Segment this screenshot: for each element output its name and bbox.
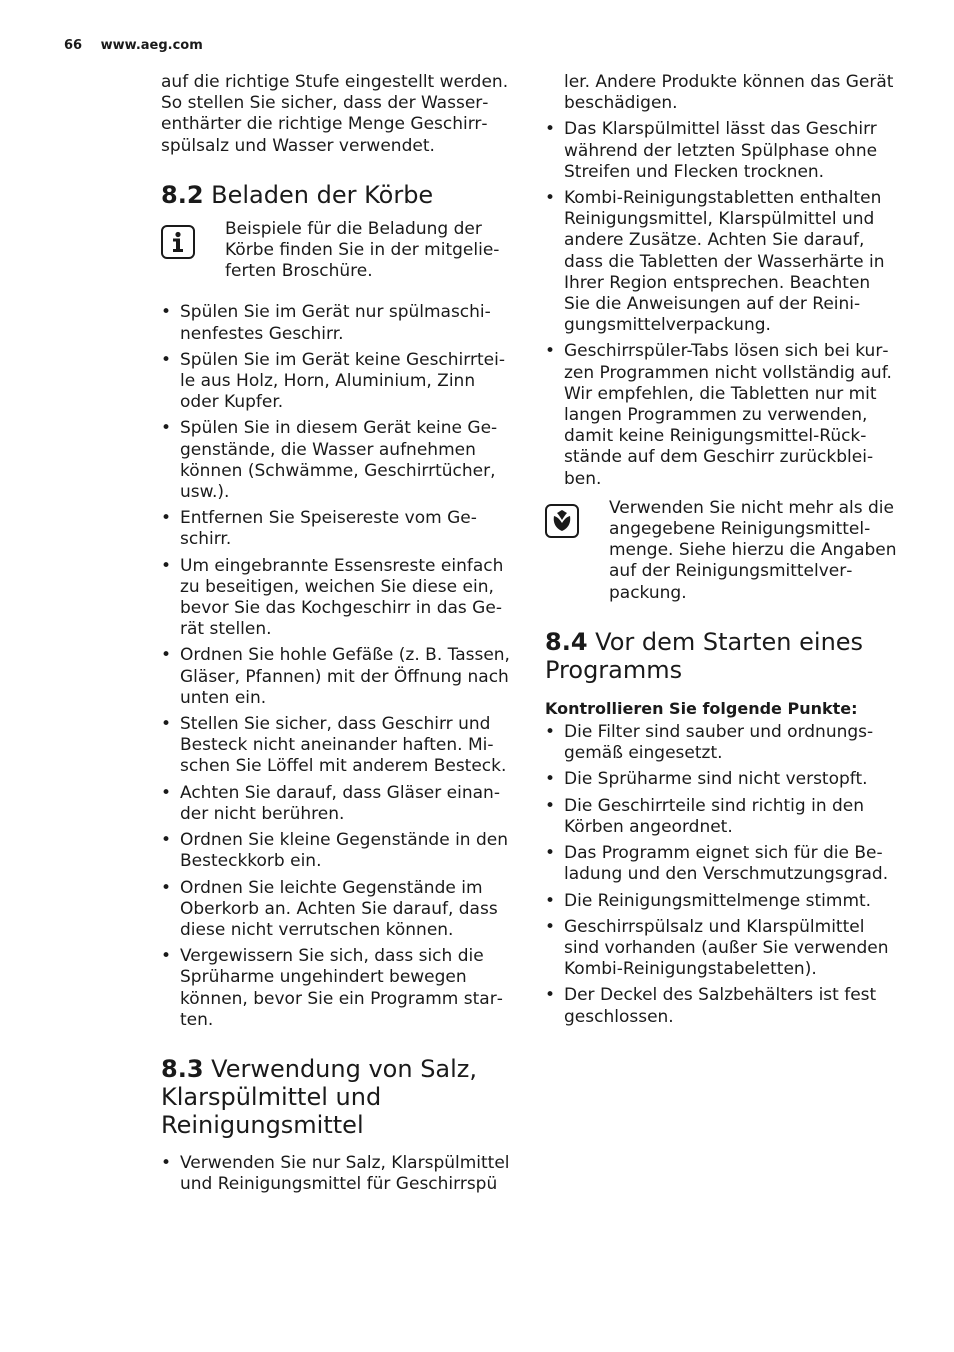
list-item: • Das Klarspülmittel lässt das Geschirr während der letzten Spülphase ohne Streifen und Flecken trocknen. <box>545 119 897 183</box>
section-8-2-heading <box>161 181 511 209</box>
continued-text: ler. Andere Produkte können das Gerät beschädigen. <box>564 72 894 114</box>
list-item: • Vergewissern Sie sich, dass sich die Sprüharme ungehindert bewegen können, bevor Sie ein Programm starten. <box>161 946 511 1031</box>
list-item: • Das Programm eignet sich für die Beladung und den Verschmutzungsgrad. <box>545 843 897 885</box>
eco-leaf-icon <box>545 504 579 538</box>
list-item: • Der Deckel des Salzbehälters ist fest geschlossen. <box>545 985 897 1027</box>
list-item: • Die Reinigungsmittelmenge stimmt. <box>545 891 897 912</box>
page-number: 66 <box>64 38 83 53</box>
loading-list <box>161 302 511 1031</box>
list-item: • Spülen Sie im Gerät nur spülmaschinenfestes Geschirr. <box>161 302 511 344</box>
section-8-3-heading <box>161 1055 511 1139</box>
info-note-text: Beispiele für die Beladung der Körbe finden Sie in der mitgelieferten Broschüre. <box>225 218 500 282</box>
list-item: • Um eingebrannte Essensreste einfach zu beseitigen, weichen Sie diese ein, bevor Sie das Kochgeschirr in das Gerät stellen. <box>161 556 511 641</box>
intro-paragraph: auf die richtige Stufe eingestellt werden. So stellen Sie sicher, dass der Wasserenthärter die richtige Menge Geschirrspülsalz und Wasser verwendet. <box>161 72 509 156</box>
list-item: • Achten Sie darauf, dass Gläser einander nicht berühren. <box>161 783 511 825</box>
section-number: 8.3 <box>161 1054 204 1083</box>
info-note <box>161 219 511 283</box>
list-item: • Geschirrspülsalz und Klarspülmittel sind vorhanden (außer Sie verwenden Kombi-Reinigungstabeletten). <box>545 917 897 981</box>
section-number: 8.2 <box>161 180 204 209</box>
list-item: • Die Geschirrteile sind richtig in den Körben angeordnet. <box>545 796 897 838</box>
section-title: Vor dem Starten eines Programms <box>545 627 864 684</box>
detergent-list <box>545 119 897 489</box>
checklist <box>545 722 897 1028</box>
section-title: Beladen der Körbe <box>211 180 434 209</box>
list-item: • Ordnen Sie kleine Gegenstände in den Besteckkorb ein. <box>161 830 511 872</box>
list-item: • Die Filter sind sauber und ordnungsgemäß eingesetzt. <box>545 722 897 764</box>
list-item: • Die Sprüharme sind nicht verstopft. <box>545 769 897 790</box>
section-number: 8.4 <box>545 627 588 656</box>
list-item: • Verwenden Sie nur Salz, Klarspülmittel und Reinigungsmittel für Geschirrspü <box>161 1153 511 1195</box>
info-icon <box>161 225 195 259</box>
list-item: • Stellen Sie sicher, dass Geschirr und Besteck nicht aneinander haften. Mischen Sie Löffel mit anderem Besteck. <box>161 714 511 778</box>
environment-note-text: Verwenden Sie nicht mehr als die angegebene Reinigungsmittelmenge. Siehe hierzu die Angaben auf der Reinigungsmittelverpackung. <box>609 497 897 603</box>
list-item: • Ordnen Sie leichte Gegenstände im Oberkorb an. Achten Sie darauf, dass diese nicht verrutschen können. <box>161 878 511 942</box>
right-column <box>545 72 897 1033</box>
list-item: • Spülen Sie im Gerät keine Geschirrteile aus Holz, Horn, Aluminium, Zinn oder Kupfer. <box>161 350 511 414</box>
list-item: • Spülen Sie in diesem Gerät keine Gegenstände, die Wasser aufnehmen können (Schwämme, Geschirrtücher, usw.). <box>161 418 511 503</box>
checklist-subtitle: Kontrollieren Sie folgende Punkte: <box>545 698 858 718</box>
list-item: • Ordnen Sie hohle Gefäße (z. B. Tassen, Gläser, Pfannen) mit der Öffnung nach unten ein. <box>161 645 511 709</box>
section-title: Verwendung von Salz, Klarspülmittel und Reinigungsmittel <box>161 1054 478 1139</box>
environment-note <box>545 498 897 604</box>
list-item: • Geschirrspüler-Tabs lösen sich bei kurzen Programmen nicht vollständig auf. Wir empfehlen, die Tabletten nur mit langen Programmen zu verwenden, damit keine Reinigungsmittel-Rückstände auf dem Geschirr zurückbleiben. <box>545 341 897 489</box>
salt-list-start <box>161 1153 511 1195</box>
site-url: www.aeg.com <box>100 38 203 53</box>
list-item: • Kombi-Reinigungstabletten enthalten Reinigungsmittel, Klarspülmittel und andere Zusätze. Achten Sie darauf, dass die Tabletten der Wasserhärte in Ihrer Region entsprechen. Beachten Sie die Anweisungen auf der Reinigungsmittelverpackung. <box>545 188 897 336</box>
list-item: • Entfernen Sie Speisereste vom Geschirr. <box>161 508 511 550</box>
left-column <box>161 72 511 1200</box>
page-header <box>64 38 203 53</box>
section-8-4-heading <box>545 628 897 684</box>
